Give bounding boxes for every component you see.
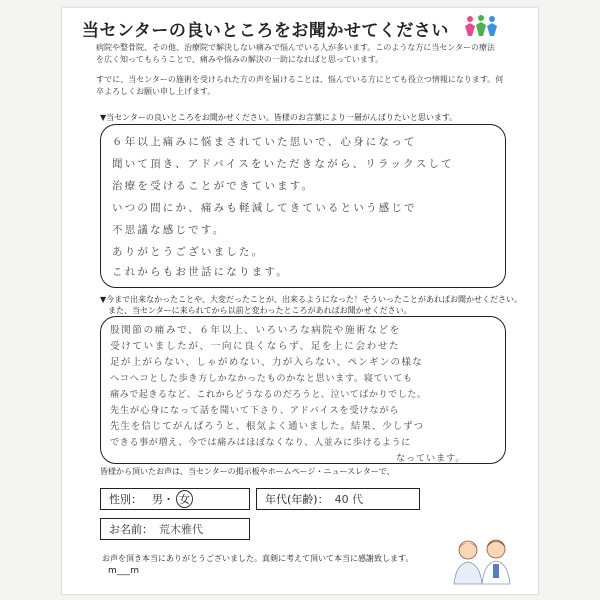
gender-female-option-circled: 女 — [176, 490, 193, 508]
page-title: 当センターの良いところをお聞かせてください — [82, 21, 449, 41]
age-value: 40 代 — [334, 493, 364, 506]
intro-line: を広く知ってもらうことで、痛みや悩みの解決の一助になればと思っています。 — [96, 55, 384, 64]
thanks-text: お声を頂き本当にありがとうございました。真剣に考えて頂いて本当に感謝致します。 — [102, 554, 414, 563]
name-label: お名前： — [109, 523, 153, 536]
age-field — [256, 488, 420, 510]
gender-label: 性別： — [109, 493, 142, 506]
intro-line: 病院や整骨院、その他、治療院で解決しない痛みで悩んでいる人が多います。このような方に当センターの療法 — [96, 43, 496, 52]
name-field — [100, 518, 250, 540]
handwritten-line: 先生が心身になって話を聞いて下さり、アドバイスを受けながら — [110, 405, 400, 416]
handwritten-line: 聞いて頂き、アドバイスをいただきながら、リラックスして — [112, 158, 454, 170]
handwritten-line: ありがとうございました。 — [112, 246, 265, 258]
handwritten-line: できる事が増え、今では痛みはほぼなくなり、人並みに歩けるように — [110, 437, 411, 448]
logo-people-icon — [464, 14, 498, 40]
handwritten-line: いつの間にか、痛みも軽減してきているという感じで — [112, 202, 417, 214]
intro-text — [96, 42, 524, 98]
handwritten-line: ６年以上痛みに悩まされていた思いで、心身になって — [112, 136, 417, 148]
section2-label: また、当センターに来られてから以前と変わったところがあればお聞かせください。 — [100, 306, 412, 315]
handwritten-line: 先生を信じてがんばろうと、根気よく通いました。結果、少しずつ — [110, 421, 425, 432]
name-value: 荒木雅代 — [159, 523, 203, 536]
handwritten-line: 股関節の痛みで、６年以上、いろいろな病院や施術などを — [110, 325, 401, 336]
handwritten-line: 不思議な感じです。 — [112, 224, 226, 236]
section2-label: ▼今まで出来なかったことや、大変だったことが、出来るようになった！そういったことがあればお聞かせください。 — [100, 295, 522, 304]
handwritten-line: なっています。 — [396, 453, 466, 464]
gender-separator: ・ — [163, 493, 174, 506]
handwritten-line: 足が上がらない、しゃがめない、力が入らない、ペンギンの様な — [110, 357, 423, 368]
handwritten-line: 受けていましたが、一向に良くならず、足を上に会わせた — [110, 341, 401, 352]
gender-field — [100, 488, 250, 510]
handwritten-line: 痛みで起きるなど、これからどうなるのだろうと、泣いてばかりでした。 — [110, 389, 427, 400]
handwritten-line: これからもお世話になります。 — [112, 266, 289, 278]
intro-line: 卒よろしくお願い申し上げます。 — [96, 87, 216, 96]
publication-note: 皆様から頂いたお声は、当センターの掲示板やホームページ・ニュースレターで、 — [100, 467, 395, 476]
section1-label: ▼当センターの良いところをお聞かせください。皆様のお言葉により一層がんばりたいと思います。 — [100, 113, 458, 122]
signature-emoticon: m___m — [108, 566, 140, 576]
handwritten-line: ヘコヘコとした歩き方しかなかったものかなと思います。寝ていても — [110, 373, 413, 384]
staff-illustration-icon — [446, 536, 522, 586]
handwritten-line: 治療を受けることができています。 — [112, 180, 315, 192]
intro-line: すでに、当センターの施術を受けられた方の声を届けることは、悩んでいる方にとても役立つ情報になります。何 — [96, 75, 504, 84]
gender-male-option: 男 — [152, 493, 163, 506]
age-label: 年代(年齢)： — [265, 493, 329, 506]
